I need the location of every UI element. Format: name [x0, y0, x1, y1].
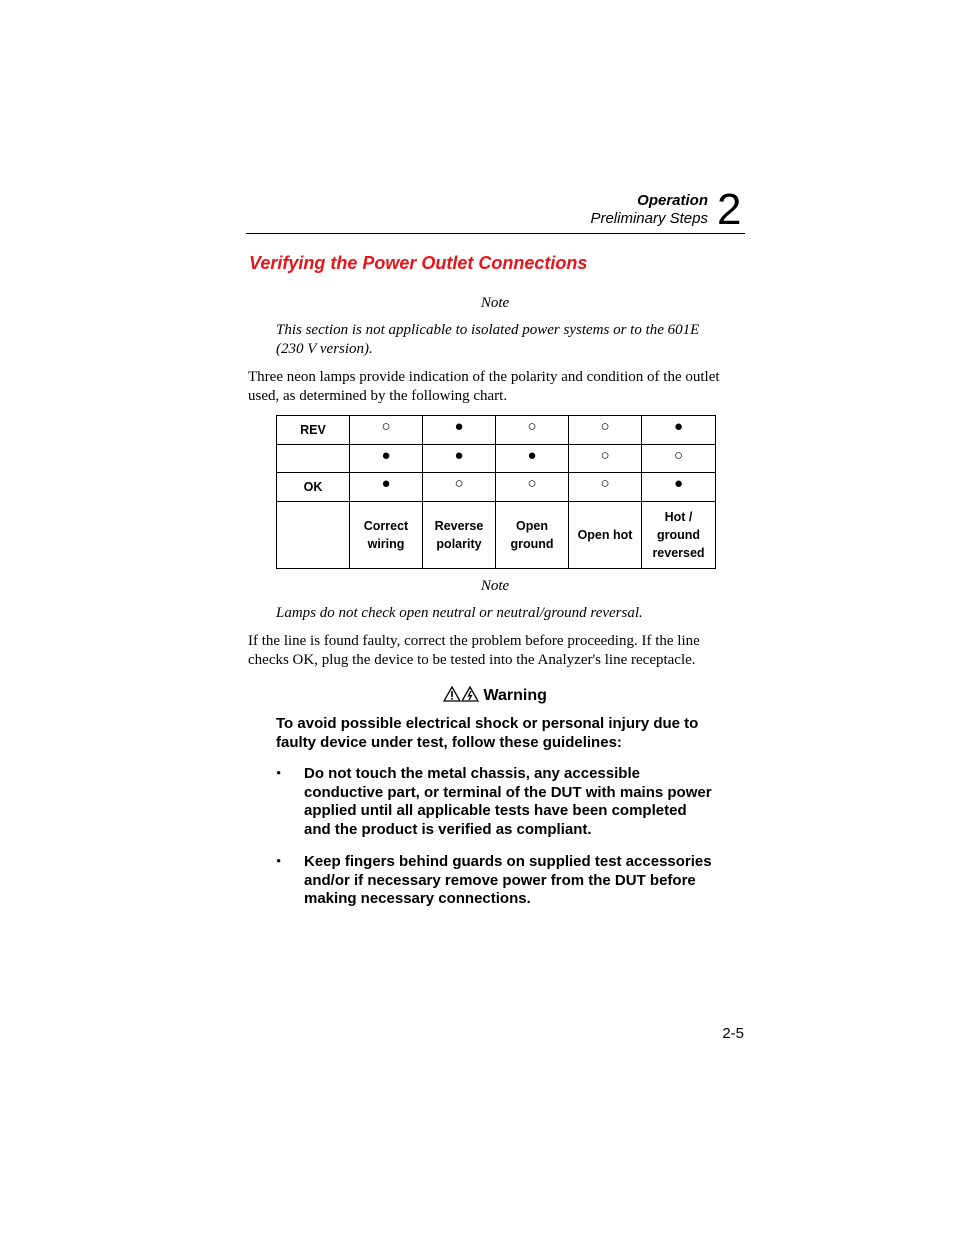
condition-cell — [350, 502, 423, 569]
bullet: • — [276, 854, 282, 870]
lamp-cell: ○ — [569, 445, 642, 473]
intro-paragraph: Three neon lamps provide indication of the polarity and condition of the outlet used, as determined by the following chart. — [248, 369, 720, 404]
warning-intro: To avoid possible electrical shock or personal injury due to faulty device under test, follow these guidelines: — [276, 715, 699, 751]
table-row-ok — [277, 473, 716, 502]
note-label: Note — [480, 578, 510, 594]
table-row-conditions — [277, 502, 716, 569]
warning-title-row — [276, 686, 714, 706]
warning-list-item — [276, 765, 716, 840]
condition-cell-empty — [277, 502, 350, 569]
warning-title: Warning — [483, 687, 547, 704]
row-label-empty — [277, 445, 350, 473]
lamp-cell: ○ — [423, 473, 496, 502]
lamp-cell: ● — [423, 416, 496, 445]
shock-hazard-icon — [461, 686, 479, 702]
condition-cell — [642, 502, 716, 569]
chapter-number: 2 — [717, 185, 742, 234]
lamp-cell: ● — [350, 473, 423, 502]
fault-paragraph: If the line is found faulty, correct the problem before proceeding. If the line checks OK, plug the device to be tested into the Analyzer's line receptacle. — [248, 633, 700, 668]
lamp-cell: ● — [423, 445, 496, 473]
lamp-cell: ● — [350, 445, 423, 473]
condition-label: Hot / ground reversed — [652, 510, 705, 560]
table-row-rev — [277, 416, 716, 445]
section-heading: Verifying the Power Outlet Connections — [249, 253, 588, 273]
note-text: This section is not applicable to isolated power systems or to the 601E (230 V version). — [276, 322, 700, 357]
lamp-cell: ○ — [569, 416, 642, 445]
note-label: Note — [480, 295, 510, 311]
lamp-cell: ● — [642, 416, 716, 445]
lamp-cell: ○ — [496, 416, 569, 445]
warning-item-text: Keep fingers behind guards on supplied test accessories and/or if necessary remove power from the DUT before making necessary connections. — [304, 853, 712, 908]
caution-triangle-icon — [443, 686, 461, 702]
table-row-middle — [277, 445, 716, 473]
lamp-cell: ○ — [569, 473, 642, 502]
condition-cell — [423, 502, 496, 569]
lamp-cell: ○ — [496, 473, 569, 502]
header-rule — [246, 233, 745, 234]
condition-label: Correct wiring — [363, 519, 409, 551]
section-title: Preliminary Steps — [590, 210, 708, 227]
page-number: 2-5 — [722, 1025, 744, 1042]
warning-item-text: Do not touch the metal chassis, any accessible conductive part, or terminal of the DUT with mains power applied until all applicable tests have been completed and the product is verified as compliant. — [304, 765, 712, 839]
lamp-cell: ● — [642, 473, 716, 502]
warning-list-item — [276, 853, 716, 909]
note-text: Lamps do not check open neutral or neutral/ground reversal. — [276, 605, 643, 621]
condition-label: Open hot — [577, 528, 633, 542]
lamp-indicator-table — [276, 415, 716, 569]
lamp-cell: ● — [496, 445, 569, 473]
running-header — [560, 192, 708, 228]
chapter-title: Operation — [637, 192, 708, 209]
row-label-ok: OK — [277, 473, 350, 502]
condition-label: Open ground — [510, 519, 554, 551]
condition-cell — [569, 502, 642, 569]
condition-cell — [496, 502, 569, 569]
lamp-cell: ○ — [350, 416, 423, 445]
lamp-cell: ○ — [642, 445, 716, 473]
row-label-rev: REV — [277, 416, 350, 445]
condition-label: Reverse polarity — [434, 519, 484, 551]
bullet: • — [276, 766, 282, 782]
